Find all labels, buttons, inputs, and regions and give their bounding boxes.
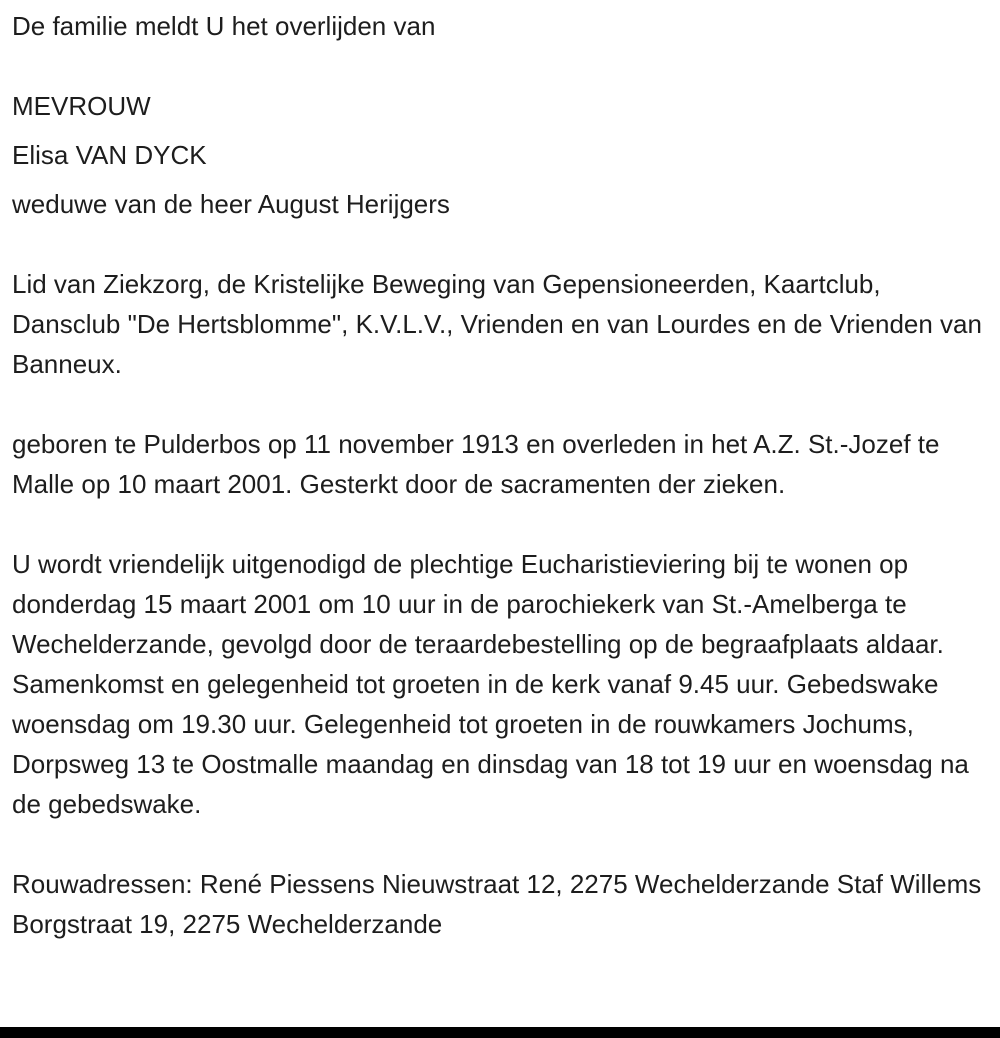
deceased-name: Elisa VAN DYCK (12, 140, 207, 170)
mourning-addresses-paragraph: Rouwadressen: René Piessens Nieuwstraat 12, 2275 Wechelderzande Staf Willems Borgstraat 19, 2275 Wechelderzande (12, 869, 982, 939)
deceased-header (12, 86, 988, 224)
intro-line: De familie meldt U het overlijden van (12, 11, 436, 41)
relation-line: weduwe van de heer August Herijgers (12, 189, 450, 219)
bottom-edge-bar (0, 1027, 1000, 1038)
memberships-paragraph: Lid van Ziekzorg, de Kristelijke Beweging van Gepensioneerden, Kaartclub, Dansclub "De Hertsblomme", K.V.L.V., Vrienden en van Lourdes en de Vrienden van Banneux. (12, 269, 982, 379)
birth-death-paragraph: geboren te Pulderbos op 11 november 1913 en overleden in het A.Z. St.-Jozef te Malle op 10 maart 2001. Gesterkt door de sacramenten der zieken. (12, 429, 940, 499)
salutation-line: MEVROUW (12, 91, 151, 121)
ceremony-paragraph: U wordt vriendelijk uitgenodigd de plechtige Eucharistieviering bij te wonen op donderdag 15 maart 2001 om 10 uur in de parochiekerk van St.-Amelberga te Wechelderzande, gevolgd door de teraardebestelling op de begraafplaats aldaar. Samenkomst en gelegenheid tot groeten in de kerk vanaf 9.45 uur. Gebedswake woensdag om 19.30 uur. Gelegenheid tot groeten in de rouwkamers Jochums, Dorpsweg 13 te Oostmalle maandag en dinsdag van 18 tot 19 uur en woensdag na de gebedswake. (12, 549, 969, 819)
